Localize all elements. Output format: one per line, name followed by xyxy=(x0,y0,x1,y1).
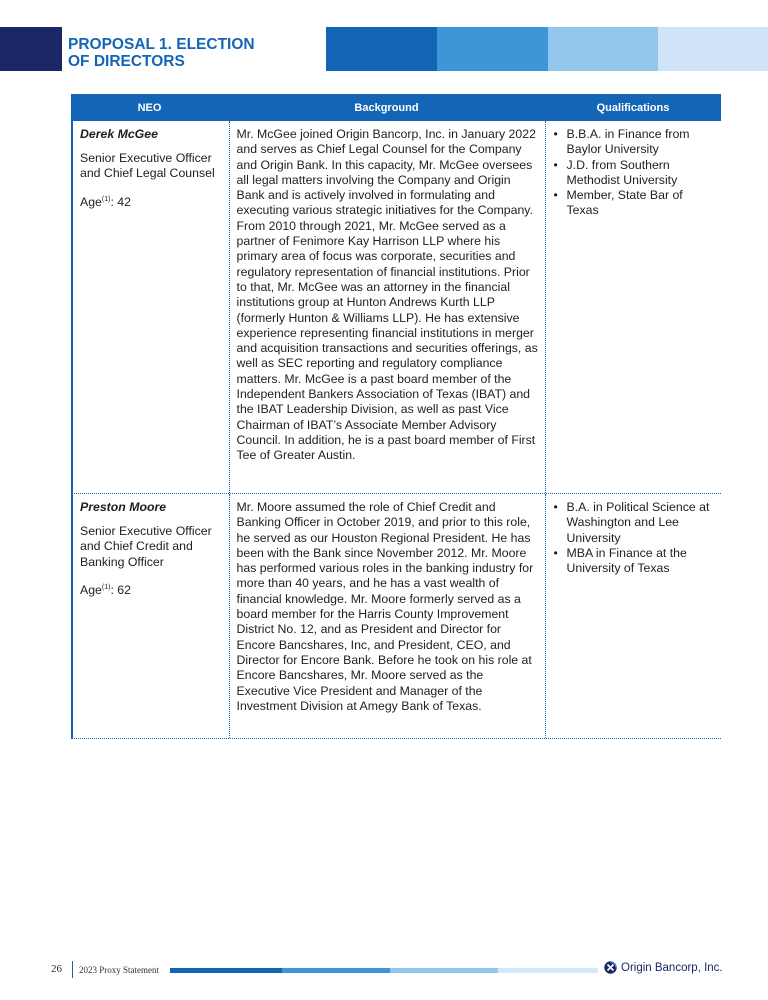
qualifications-cell xyxy=(546,494,721,738)
footer-divider xyxy=(72,961,73,978)
list-item: • J.D. from Southern Methodist University xyxy=(554,158,715,189)
list-item: • B.B.A. in Finance from Baylor University xyxy=(554,127,715,158)
age-footnote-marker: (1) xyxy=(101,195,111,203)
neo-name: Derek McGee xyxy=(80,127,158,141)
neo-cell xyxy=(73,494,230,738)
header-color-bar-4 xyxy=(658,27,768,71)
footer-color-bar-2 xyxy=(282,968,390,973)
origin-logo-icon xyxy=(604,961,617,974)
header-color-bar-2 xyxy=(437,27,548,71)
background-cell: Mr. Moore assumed the role of Chief Credit and Banking Officer in October 2019, and prior to this role, he served as our Houston Regional President. He has been with the Bank since November 2012. Mr. Moore has performed various roles in the banking industry for more than 40 years, and he has a vast wealth of financial knowledge. Mr. Moore formerly served as a board member for the Harris County Improvement District No. 12, and as President and Director for Encore Bancshares, Inc, and President, CEO, and Director for Encore Bank. Before he took on his role at Encore Bancshares, Mr. Moore served as the Executive Vice President and Manager of the Investment Division at Amegy Bank of Texas. xyxy=(230,494,546,738)
list-item: • MBA in Finance at the University of Texas xyxy=(554,546,715,577)
column-header-neo: NEO xyxy=(137,101,162,114)
logo-text: Origin Bancorp, Inc. xyxy=(621,961,723,974)
neo-table xyxy=(71,94,721,739)
age-value: : 42 xyxy=(110,194,131,209)
table-row xyxy=(71,494,721,739)
neo-age xyxy=(80,192,225,210)
header-color-bar-1 xyxy=(326,27,437,71)
list-item: • B.A. in Political Science at Washington and Lee University xyxy=(554,500,715,546)
table-header xyxy=(71,94,721,121)
age-label: Age xyxy=(80,194,102,209)
age-value: : 62 xyxy=(110,582,131,597)
qualifications-list xyxy=(554,500,715,576)
header-color-bar-3 xyxy=(548,27,658,71)
age-label: Age xyxy=(80,582,102,597)
page-title-line-2: OF DIRECTORS xyxy=(68,53,185,70)
qualifications-list xyxy=(554,127,715,219)
neo-name: Preston Moore xyxy=(80,500,167,514)
document-title: 2023 Proxy Statement xyxy=(79,965,159,975)
table-row xyxy=(71,121,721,494)
neo-title: Senior Executive Officer and Chief Credit and Banking Officer xyxy=(80,524,212,569)
age-footnote-marker: (1) xyxy=(101,583,111,591)
list-item: • Member, State Bar of Texas xyxy=(554,188,715,219)
neo-cell xyxy=(73,121,230,493)
qualifications-cell xyxy=(546,121,721,493)
page-title-line-1: PROPOSAL 1. ELECTION xyxy=(68,36,255,53)
neo-title: Senior Executive Officer and Chief Legal Counsel xyxy=(80,151,215,181)
page-title xyxy=(68,36,255,70)
column-header-background: Background xyxy=(354,101,419,114)
header-accent-block xyxy=(0,27,62,71)
company-logo xyxy=(604,961,723,974)
footer-color-bar-3 xyxy=(390,968,498,973)
background-cell: Mr. McGee joined Origin Bancorp, Inc. in January 2022 and serves as Chief Legal Counsel for the Company and Origin Bank. In this capacity, Mr. McGee oversees all legal matters involving the Company and Origin Bank and is actively involved in formulating and executing various strategic initiatives for the Company. From 2010 through 2021, Mr. McGee served as a partner of Fenimore Kay Harrison LLP where his primary area of focus was corporate, securities and regulatory representation of financial institutions. Prior to that, Mr. McGee was an attorney in the financial institutions group at Hunton Andrews Kurth LLP (formerly Hunton & Williams LLP). He has extensive experience representing financial institutions in merger and acquisition transactions and securities offerings, as well as SEC reporting and regulatory compliance matters. Mr. McGee is a past board member of the Independent Bankers Association of Texas (IBAT) and the IBAT Leadership Division, as well as past Vice Chairman of IBAT’s Associate Member Advisory Council. In addition, he is a past board member of First Tee of Greater Austin. xyxy=(230,121,546,493)
page-number: 26 xyxy=(51,963,62,975)
neo-age xyxy=(80,580,225,598)
footer-color-bar-1 xyxy=(170,968,282,973)
column-header-qualifications: Qualifications xyxy=(596,101,670,114)
footer-color-bar-4 xyxy=(498,968,598,973)
